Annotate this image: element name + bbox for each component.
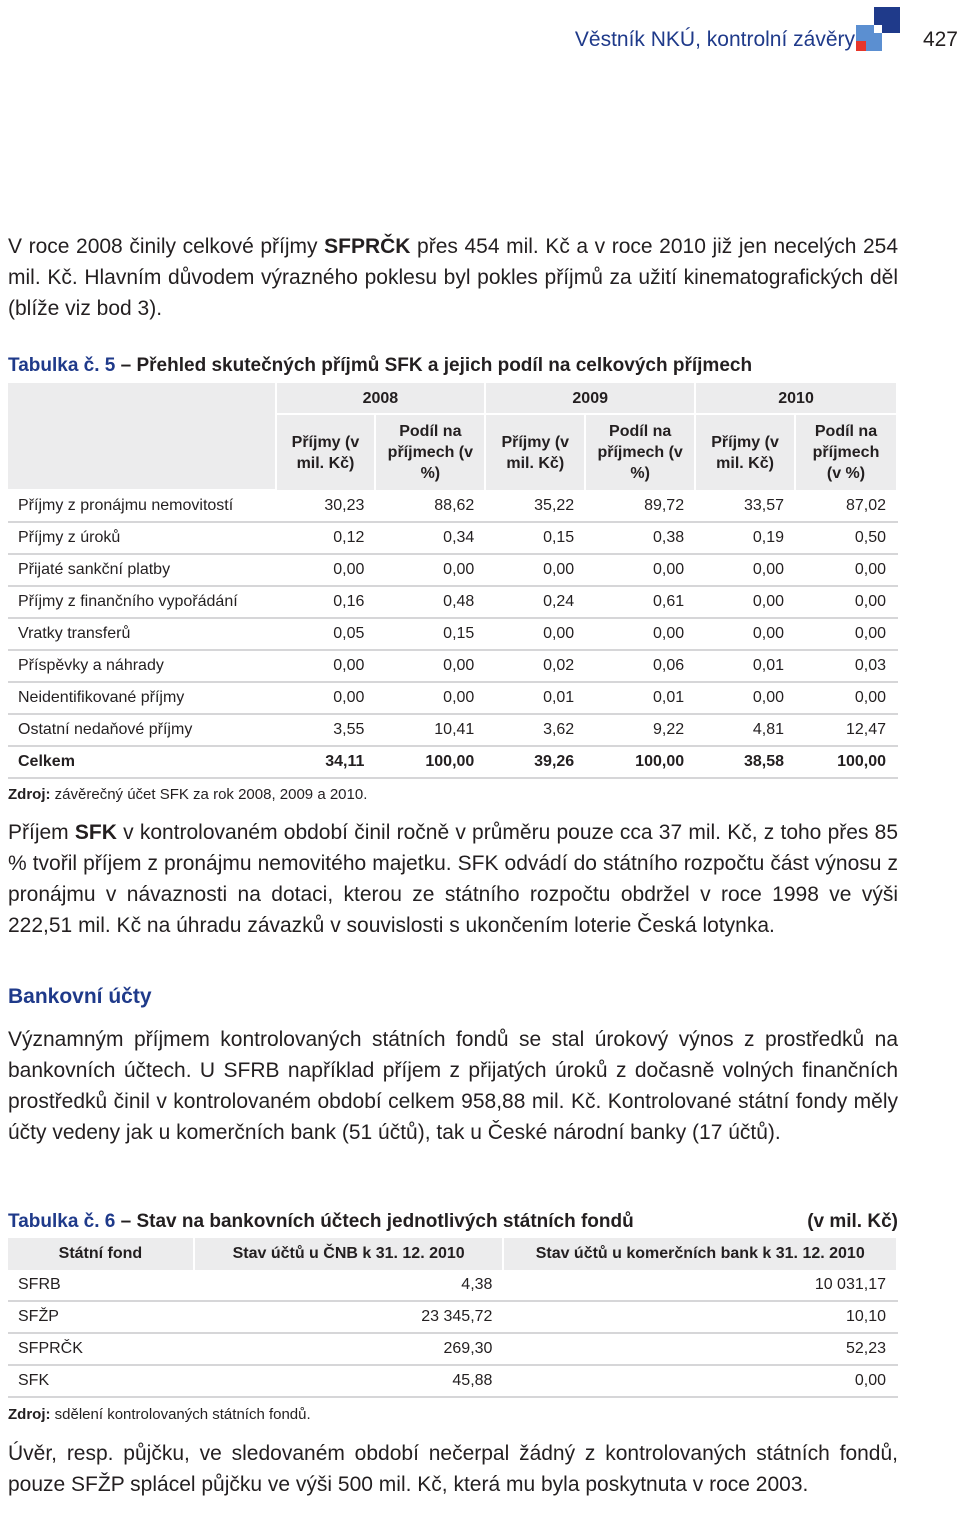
page-number: 427 — [922, 28, 958, 51]
row-label: Příjmy z úroků — [8, 522, 276, 554]
table-cell: 39,26 — [485, 746, 585, 778]
table-cell: 10,41 — [375, 714, 485, 746]
table-cell: 0,00 — [695, 682, 795, 714]
table-row — [8, 522, 897, 554]
table-row — [8, 1270, 897, 1301]
table-cell: 30,23 — [276, 490, 376, 522]
running-header-title: Věstník NKÚ, kontrolní závěry — [574, 28, 855, 51]
table-cell: 0,15 — [375, 618, 485, 650]
table-cell: 0,02 — [485, 650, 585, 682]
table-cell: 0,16 — [276, 586, 376, 618]
table-cell: 33,57 — [695, 490, 795, 522]
table-cell: 0,61 — [585, 586, 695, 618]
table-cell: 0,03 — [795, 650, 897, 682]
row-label: Vratky transferů — [8, 618, 276, 650]
col-header-cnb: Stav účtů u ČNB k 31. 12. 2010 — [194, 1238, 504, 1270]
intro-paragraph: V roce 2008 činily celkové příjmy SFPRČK přes 454 mil. Kč a v roce 2010 již jen necelých 254 mil. Kč. Hlavním důvodem výrazného poklesu byl pokles příjmů za užití kinematografických děl (blíže viz bod 3). — [8, 235, 898, 320]
table-cell: 100,00 — [375, 746, 485, 778]
col-header-fund: Státní fond — [8, 1238, 194, 1270]
table-cell: 0,12 — [276, 522, 376, 554]
bank-accounts-paragraph: Významným příjmem kontrolovaných státních fondů se stal úrokový výnos z prostředků na bankovních účtech. U SFRB například příjem z přijatých úroků z dočasně volných finančních prostředků činil v kontrolovaném období celkem 958,88 mil. Kč. Kontrolované státní fondy měly účty vedeny jak u komerčních bank (51 účtů), tak u České národní banky (17 účtů). — [8, 1028, 898, 1144]
table-cell: 0,01 — [695, 650, 795, 682]
table-cell: 0,00 — [795, 618, 897, 650]
table-cell: 0,00 — [695, 554, 795, 586]
table-cell: 88,62 — [375, 490, 485, 522]
table-cell: 38,58 — [695, 746, 795, 778]
table-cell: 0,00 — [795, 682, 897, 714]
row-label: Příjmy z finančního vypořádání — [8, 586, 276, 618]
table-cell: 269,30 — [194, 1333, 504, 1365]
row-label: Ostatní nedaňové příjmy — [8, 714, 276, 746]
table-cell: 0,06 — [585, 650, 695, 682]
bank-accounts-table — [8, 1238, 898, 1398]
fund-name: SFRB — [8, 1270, 194, 1301]
table-row — [8, 586, 897, 618]
table-cell: 0,24 — [485, 586, 585, 618]
section-title: Bankovní účty — [8, 985, 152, 1008]
col-header-income: Příjmy (v mil. Kč) — [485, 414, 585, 490]
table-row — [8, 1333, 897, 1365]
table-cell: 100,00 — [585, 746, 695, 778]
table-cell: 0,05 — [276, 618, 376, 650]
table-cell: 9,22 — [585, 714, 695, 746]
table-row — [8, 554, 897, 586]
loan-paragraph: Úvěr, resp. půjčku, ve sledovaném období nečerpal žádný z kontrolovaných státních fondů, pouze SFŽP splácel půjčku ve výši 500 mil. Kč, která mu byla poskytnuta v roce 2003. — [8, 1442, 898, 1496]
table-cell: 52,23 — [503, 1333, 897, 1365]
year-header: 2010 — [695, 383, 897, 414]
table-cell: 0,00 — [503, 1365, 897, 1397]
table5-caption: Tabulka č. 5 – Přehled skutečných příjmů SFK a jejich podíl na celkových příjmech — [8, 355, 753, 376]
col-header-share: Podíl na příjmech (v %) — [375, 414, 485, 490]
table-row — [8, 1365, 897, 1397]
row-label: Přijaté sankční platby — [8, 554, 276, 586]
row-label: Příspěvky a náhrady — [8, 650, 276, 682]
table-cell: 0,00 — [585, 618, 695, 650]
row-label: Celkem — [8, 746, 276, 778]
table-cell: 0,01 — [485, 682, 585, 714]
year-header: 2009 — [485, 383, 695, 414]
table-cell: 0,19 — [695, 522, 795, 554]
table-cell: 0,00 — [276, 682, 376, 714]
table-row — [8, 490, 897, 522]
table6-source: Zdroj: sdělení kontrolovaných státních fondů. — [8, 1406, 311, 1423]
table5-corner-cell — [8, 383, 276, 490]
sfk-income-paragraph: Příjem SFK v kontrolovaném období činil ročně v průměru pouze cca 37 mil. Kč, z toho přes 85 % tvořil příjem z pronájmu nemovitého majetku. SFK odvádí do státního rozpočtu část výnosu z pronájmu v návaznosti na dotaci, kterou ze státního rozpočtu obdržel v roce 1998 ve výši 222,51 mil. Kč na úhradu závazků v souvislosti s ukončením loterie Česká lotynka. — [8, 821, 898, 937]
table-cell: 3,62 — [485, 714, 585, 746]
table-cell: 0,00 — [375, 650, 485, 682]
table-cell: 0,00 — [695, 618, 795, 650]
table-cell: 100,00 — [795, 746, 897, 778]
table-cell: 0,00 — [276, 554, 376, 586]
fund-name: SFPRČK — [8, 1333, 194, 1365]
table-cell: 0,00 — [795, 554, 897, 586]
table-cell: 0,00 — [795, 586, 897, 618]
table6-unit: (v mil. Kč) — [807, 1211, 898, 1232]
table-cell: 0,01 — [585, 682, 695, 714]
col-header-share: Podíl na příjmech (v %) — [795, 414, 897, 490]
table-cell: 0,15 — [485, 522, 585, 554]
table-cell: 35,22 — [485, 490, 585, 522]
col-header-income: Příjmy (v mil. Kč) — [276, 414, 376, 490]
table-cell: 10,10 — [503, 1301, 897, 1333]
table-cell: 4,81 — [695, 714, 795, 746]
table-row — [8, 650, 897, 682]
nku-logo-icon — [856, 7, 900, 51]
col-header-commercial: Stav účtů u komerčních bank k 31. 12. 2010 — [503, 1238, 897, 1270]
table-cell: 87,02 — [795, 490, 897, 522]
table-cell: 4,38 — [194, 1270, 504, 1301]
row-label: Příjmy z pronájmu nemovitostí — [8, 490, 276, 522]
table-cell: 12,47 — [795, 714, 897, 746]
table5-source: Zdroj: závěrečný účet SFK za rok 2008, 2009 a 2010. — [8, 786, 368, 803]
table-cell: 0,00 — [375, 682, 485, 714]
table-cell: 0,00 — [485, 554, 585, 586]
table-cell: 23 345,72 — [194, 1301, 504, 1333]
col-header-share: Podíl na příjmech (v %) — [585, 414, 695, 490]
table-row — [8, 714, 897, 746]
table-cell: 0,00 — [375, 554, 485, 586]
table-cell: 0,38 — [585, 522, 695, 554]
table-cell: 0,48 — [375, 586, 485, 618]
table-row — [8, 682, 897, 714]
table-cell: 3,55 — [276, 714, 376, 746]
table-row — [8, 618, 897, 650]
income-table — [8, 383, 898, 779]
fund-name: SFŽP — [8, 1301, 194, 1333]
table-total-row — [8, 746, 897, 778]
col-header-income: Příjmy (v mil. Kč) — [695, 414, 795, 490]
year-header: 2008 — [276, 383, 486, 414]
table-cell: 34,11 — [276, 746, 376, 778]
table-cell: 0,50 — [795, 522, 897, 554]
table-row — [8, 1301, 897, 1333]
table-cell: 10 031,17 — [503, 1270, 897, 1301]
row-label: Neidentifikované příjmy — [8, 682, 276, 714]
table-cell: 0,00 — [695, 586, 795, 618]
table-cell: 0,34 — [375, 522, 485, 554]
table-cell: 45,88 — [194, 1365, 504, 1397]
table-cell: 89,72 — [585, 490, 695, 522]
table6-caption: Tabulka č. 6 – Stav na bankovních účtech jednotlivých státních fondů — [8, 1211, 634, 1232]
fund-name: SFK — [8, 1365, 194, 1397]
table-cell: 0,00 — [585, 554, 695, 586]
table-cell: 0,00 — [276, 650, 376, 682]
table-cell: 0,00 — [485, 618, 585, 650]
